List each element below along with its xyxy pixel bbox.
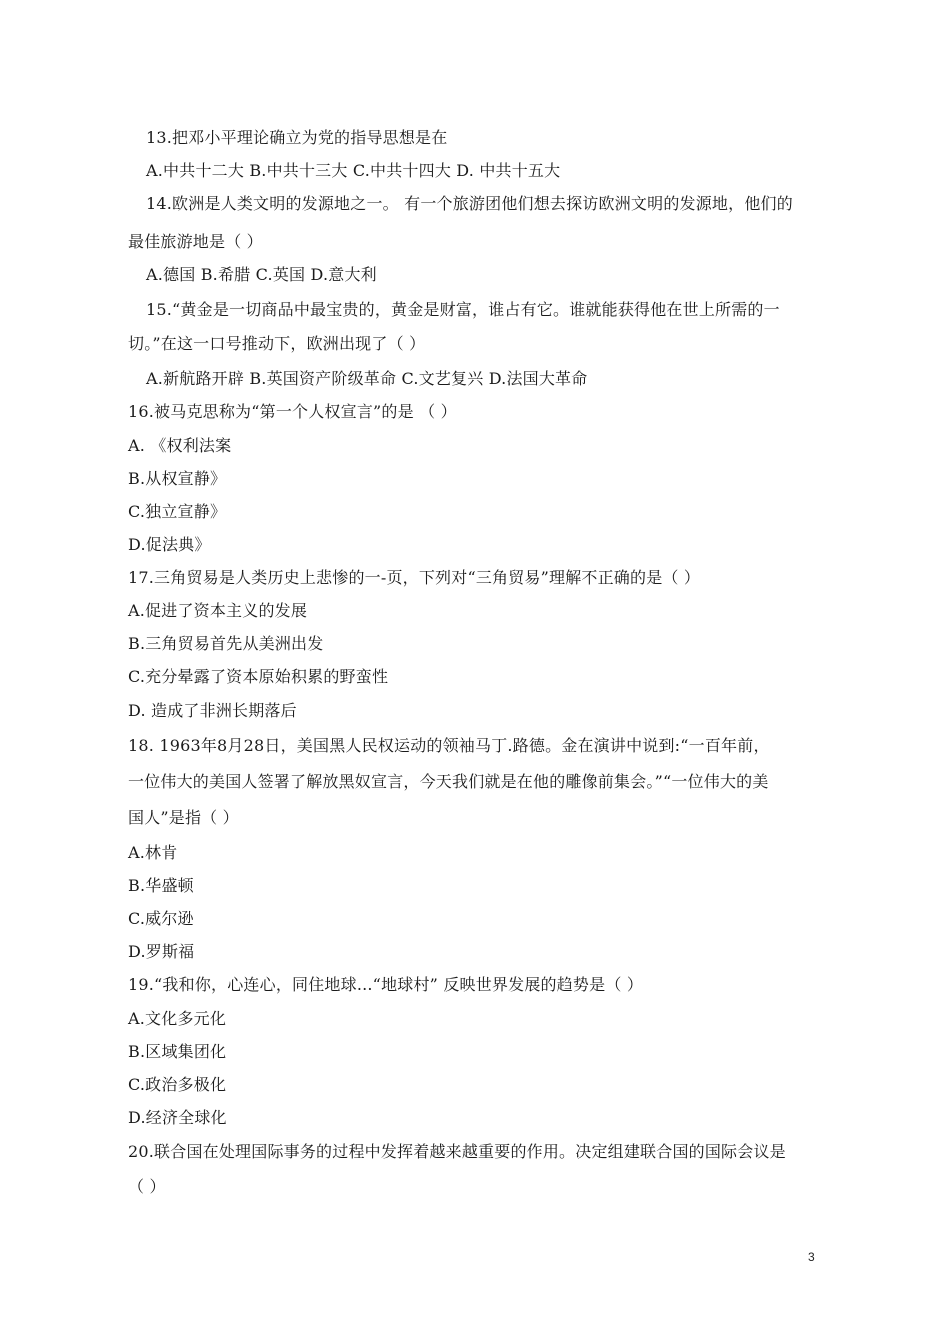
question-13-stem: 13.把邓小平理论确立为党的指导思想是在	[146, 128, 448, 147]
question-13-options: A.中共十二大 B.中共十三大 C.中共十四大 D. 中共十五大	[146, 161, 561, 180]
question-18-stem: 18. 1963年8月28日，美国黑人民权运动的领袖马丁.路德。金在演讲中说到:“一百年前，	[128, 736, 770, 755]
question-18-stem-end: 国人”是指（ ）	[128, 808, 239, 827]
question-19-stem: 19.“我和你，心连心，同住地球...“地球村” 反映世界发展的趋势是（ ）	[128, 975, 644, 994]
question-16-option-a: A. 《权利法案	[128, 436, 232, 455]
question-15-stem: 15.“黄金是一切商品中最宝贵的，黄金是财富，谁占有它。谁就能获得他在世上所需的一	[146, 300, 780, 319]
question-17-stem: 17.三角贸易是人类历史上悲惨的一-页，下列对“三角贸易”理解不正确的是（ ）	[128, 568, 701, 587]
question-17-option-d: D. 造成了非洲长期落后	[128, 701, 297, 720]
question-14-options: A.德国 B.希腊 C.英国 D.意大利	[146, 265, 377, 284]
question-17-option-a: A.促进了资本主义的发展	[128, 601, 308, 620]
question-19-option-c: C.政治多极化	[128, 1075, 227, 1094]
question-19-option-a: A.文化多元化	[128, 1009, 227, 1028]
page-number: 3	[808, 1250, 815, 1264]
question-16-option-c: C.独立宣静》	[128, 502, 227, 521]
question-16-stem: 16.被马克思称为“第一个人权宣言”的是 （ ）	[128, 402, 457, 421]
question-18-option-a: A.林肯	[128, 843, 178, 862]
question-20-stem: 20.联合国在处理国际事务的过程中发挥着越来越重要的作用。决定组建联合国的国际会议是	[128, 1142, 786, 1161]
question-15-stem-continued: 切。”在这一口号推动下，欧洲出现了（ ）	[128, 334, 426, 353]
question-14-stem-continued: 最佳旅游地是（ ）	[128, 232, 263, 251]
question-15-options: A.新航路开辟 B.英国资产阶级革命 C.文艺复兴 D.法国大革命	[146, 369, 588, 388]
question-16-option-b: B.从权宣静》	[128, 469, 227, 488]
question-17-option-b: B.三角贸易首先从美洲出发	[128, 634, 324, 653]
question-19-option-b: B.区域集团化	[128, 1042, 227, 1061]
question-18-option-c: C.威尔逊	[128, 909, 194, 928]
question-19-option-d: D.经济全球化	[128, 1108, 227, 1127]
question-17-option-c: C.充分晕露了资本原始积累的野蛮性	[128, 667, 389, 686]
question-18-option-b: B.华盛顿	[128, 876, 194, 895]
question-14-stem: 14.欧洲是人类文明的发源地之一。 有一个旅游团他们想去探访欧洲文明的发源地，他们的	[146, 194, 793, 213]
question-18-option-d: D.罗斯福	[128, 942, 195, 961]
question-18-stem-continued: 一位伟大的美国人签署了解放黑奴宣言，今天我们就是在他的雕像前集会。”“一位伟大的美	[128, 772, 769, 791]
question-20-stem-continued: （ ）	[128, 1177, 166, 1196]
question-16-option-d: D.促法典》	[128, 535, 211, 554]
